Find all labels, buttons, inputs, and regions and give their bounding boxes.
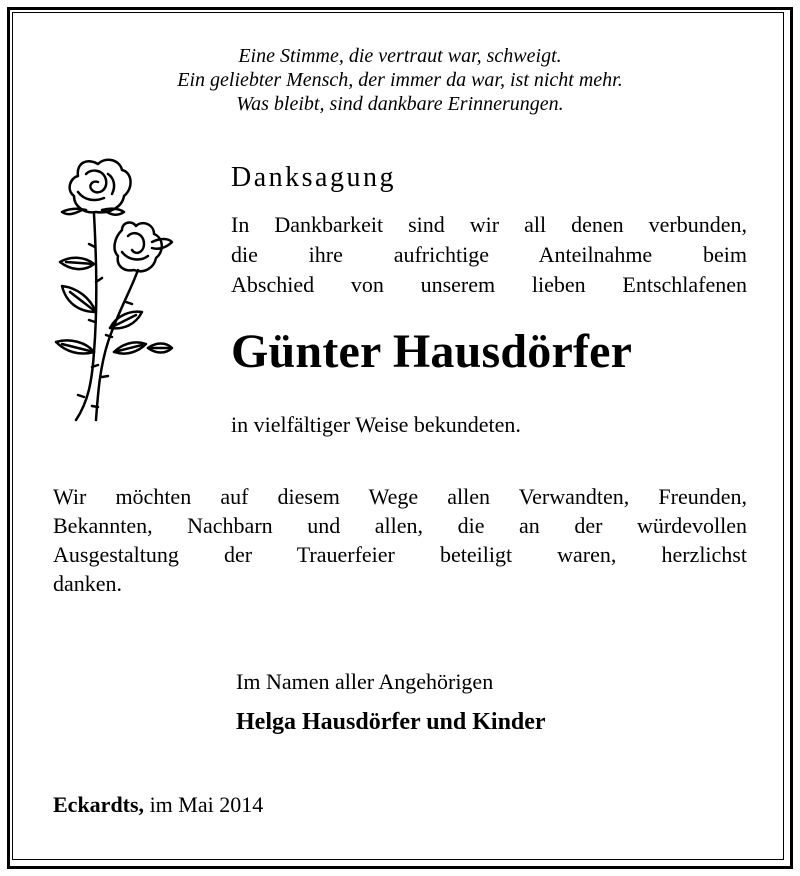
heading: Danksagung bbox=[231, 162, 396, 193]
body-line: danken. bbox=[53, 571, 123, 596]
closing-line: Im Namen aller Angehörigen bbox=[236, 669, 494, 694]
body-line: Ausgestaltung der Trauerfeier beteiligt waren, herzlichst bbox=[53, 542, 747, 567]
poem-line: Was bleibt, sind dankbare Erinnerungen. bbox=[236, 93, 564, 115]
deceased-name: Günter Hausdörfer bbox=[231, 325, 633, 378]
intro-paragraph bbox=[231, 210, 747, 300]
body-line: Bekannten, Nachbarn und allen, die an der würdevollen bbox=[53, 513, 747, 538]
body-paragraph bbox=[53, 482, 747, 598]
poem-line: Ein geliebter Mensch, der immer da war, ist nicht mehr. bbox=[177, 69, 623, 91]
intro-line: die ihre aufrichtige Anteilnahme beim bbox=[231, 242, 747, 267]
place-date-text: im Mai 2014 bbox=[149, 792, 264, 817]
rose-icon bbox=[48, 152, 178, 432]
place-town: Eckardts, bbox=[53, 792, 145, 817]
place-date bbox=[53, 790, 263, 820]
after-name-text: in vielfältiger Weise bekundeten. bbox=[231, 412, 521, 437]
body-line: Wir möchten auf diesem Wege allen Verwandten, Freunden, bbox=[53, 484, 747, 509]
intro-line: Abschied von unserem lieben Entschlafenen bbox=[231, 272, 747, 297]
poem bbox=[0, 44, 800, 116]
poem-line: Eine Stimme, die vertraut war, schweigt. bbox=[238, 45, 562, 67]
intro-line: In Dankbarkeit sind wir all denen verbunden, bbox=[231, 212, 747, 237]
signature: Helga Hausdörfer und Kinder bbox=[236, 709, 546, 735]
